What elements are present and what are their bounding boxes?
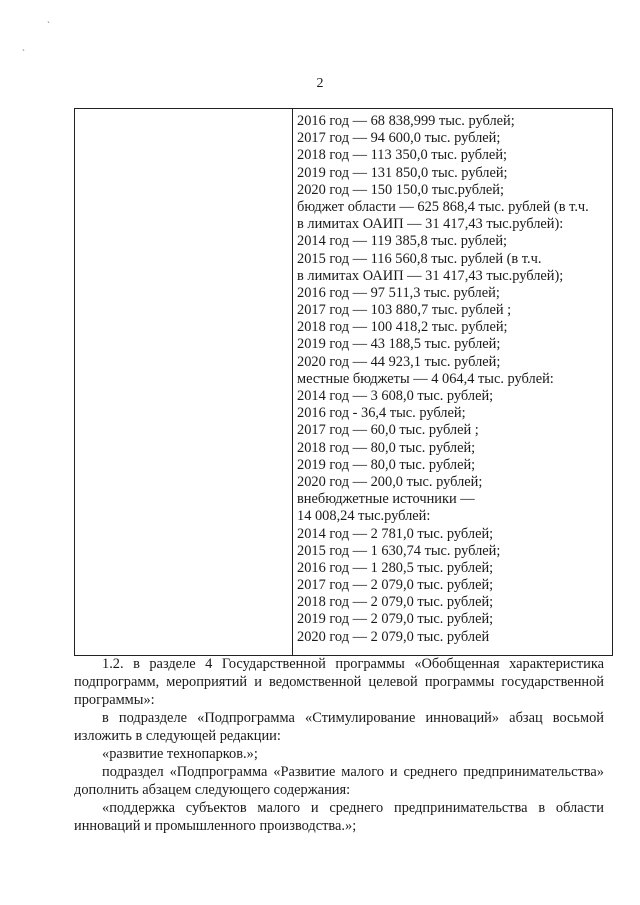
table-line: 2018 год — 2 079,0 тыс. рублей;	[297, 594, 494, 611]
table-line: 2020 год — 200,0 тыс. рублей;	[297, 473, 483, 490]
table-line: 2019 год — 80,0 тыс. рублей;	[297, 456, 476, 473]
margin-mark: `	[47, 20, 50, 30]
paragraph-technoparks: «развитие технопарков.»;	[102, 746, 258, 762]
table-line: 2018 год — 80,0 тыс. рублей;	[297, 439, 476, 456]
document-body	[74, 655, 604, 835]
table-line: 2014 год — 3 608,0 тыс. рублей;	[297, 388, 494, 404]
table-line: 2015 год — 116 560,8 тыс. рублей (в т.ч.	[297, 250, 542, 267]
table-right-cell	[297, 113, 612, 646]
paragraph-subsection-innovation: в подразделе «Подпрограмма «Стимулирование инноваций» абзац восьмой изложить в следующей редакции:	[74, 710, 604, 744]
table-line: бюджет области — 625 868,4 тыс. рублей (в т.ч.	[297, 198, 589, 215]
table-line: 2019 год — 131 850,0 тыс. рублей;	[297, 164, 508, 181]
table-line: 2016 год — 1 280,5 тыс. рублей;	[297, 559, 494, 576]
table-line: 2020 год — 150 150,0 тыс.рублей;	[297, 181, 504, 198]
table-line: местные бюджеты — 4 064,4 тыс. рублей:	[297, 370, 554, 387]
table-line: 2014 год — 119 385,8 тыс. рублей;	[297, 233, 508, 250]
table-line: 14 008,24 тыс.рублей:	[297, 508, 431, 525]
table-line: 2016 год - 36,4 тыс. рублей;	[297, 405, 466, 422]
paragraph-1-2: 1.2. в разделе 4 Государственной программы «Обобщенная характеристика подпрограмм, мероприятий и ведомственной целевой программы государственной программы»:	[74, 656, 604, 708]
table-line: 2018 год — 100 418,2 тыс. рублей;	[297, 319, 508, 336]
table-line: внебюджетные источники —	[297, 491, 475, 508]
table-line: в лимитах ОАИП — 31 417,43 тыс.рублей):	[297, 216, 564, 233]
paragraph-sme-support: «поддержка субъектов малого и среднего предпринимательства в области инноваций и промышленного производства.»;	[74, 800, 604, 834]
table-line: в лимитах ОАИП — 31 417,43 тыс.рублей);	[297, 267, 564, 284]
finance-table	[74, 108, 613, 656]
table-line: 2017 год — 94 600,0 тыс. рублей;	[297, 130, 501, 147]
table-line: 2017 год — 60,0 тыс. рублей ;	[297, 422, 479, 439]
table-line: 2016 год — 68 838,999 тыс. рублей;	[297, 113, 515, 129]
table-line: 2020 год — 2 079,0 тыс. рублей	[297, 628, 490, 645]
table-line: 2019 год — 2 079,0 тыс. рублей;	[297, 611, 494, 628]
table-line: 2017 год — 103 880,7 тыс. рублей ;	[297, 302, 512, 319]
table-line: 2017 год — 2 079,0 тыс. рублей;	[297, 577, 494, 594]
table-line: 2020 год — 44 923,1 тыс. рублей;	[297, 353, 501, 370]
page-number: 2	[316, 76, 324, 91]
table-line: 2016 год — 97 511,3 тыс. рублей;	[297, 284, 500, 301]
table-line: 2018 год — 113 350,0 тыс. рублей;	[297, 147, 508, 164]
paragraph-subsection-sme: подраздел «Подпрограмма «Развитие малого и среднего предпринимательства» дополнить абзацем следующего содержания:	[74, 764, 604, 798]
table-left-cell	[75, 109, 293, 655]
table-line: 2014 год — 2 781,0 тыс. рублей;	[297, 525, 494, 542]
table-line: 2019 год — 43 188,5 тыс. рублей;	[297, 336, 501, 353]
table-line: 2015 год — 1 630,74 тыс. рублей;	[297, 542, 501, 559]
margin-mark: `	[22, 48, 25, 58]
